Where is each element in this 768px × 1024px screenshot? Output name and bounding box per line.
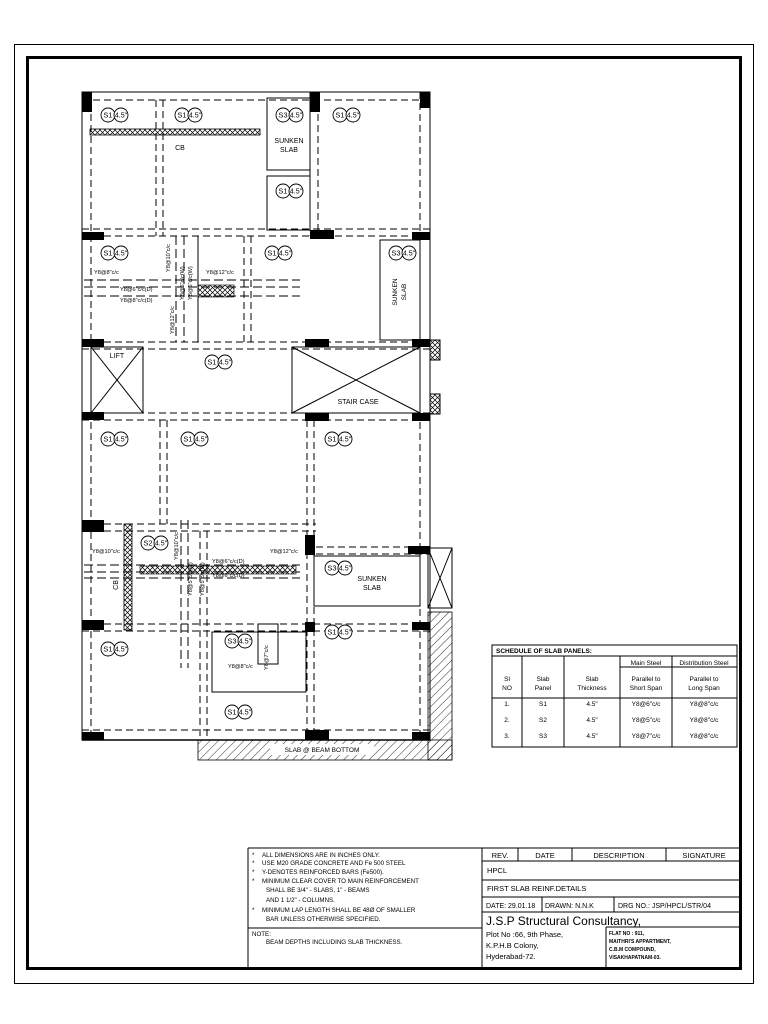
slab-panel-label: S1: [177, 110, 187, 120]
sunken-slab-side-label-2: SLAB: [401, 283, 408, 301]
note-line: AND 1 1/2" - COLUMNS.: [266, 897, 335, 904]
schedule-header-dist: Long Span: [688, 685, 720, 692]
sunken-slab-top-label: SUNKEN: [274, 138, 304, 145]
tb-site: C.B.M COMPOUND,: [609, 947, 656, 953]
schedule-cell: Y8@7"c/c: [631, 733, 661, 740]
schedule-cell: 4.5": [586, 733, 598, 740]
slab-panel-tag: [181, 432, 208, 446]
note-title: NOTE:: [252, 931, 271, 938]
slab-panel-tag: [101, 432, 128, 446]
rebar-label: Y8@6"c/c(W): [180, 266, 186, 300]
schedule-cell: S2: [539, 717, 547, 724]
slab-thickness-label: 4.5": [402, 250, 416, 258]
schedule-cell: Y8@6"c/c: [631, 701, 661, 708]
rebar-label: Y8@6"c/c(D): [212, 573, 245, 579]
slab-panel-label: S1: [103, 434, 113, 444]
note-line: SHALL BE 3/4" - SLABS, 1" - BEAMS: [266, 887, 370, 894]
sunken-slab-side-label: SUNKEN: [392, 278, 399, 306]
note-bullet: *: [252, 852, 255, 859]
staircase-label: STAIR CASE: [337, 399, 379, 406]
slab-beam-bottom-label: SLAB @ BEAM BOTTOM: [284, 747, 360, 754]
slab-panel-tag: [325, 432, 352, 446]
slab-panel-label: S3: [278, 110, 288, 120]
cantilever-beam-mid: [124, 524, 132, 630]
rebar-label: Y8@10"c/c: [174, 532, 180, 560]
slab-panel-label: S1: [267, 248, 277, 258]
slab-thickness-label: 4.5": [114, 250, 128, 258]
slab-panel-label: S1: [183, 434, 193, 444]
slab-thickness-label: 4.5": [194, 436, 208, 444]
tb-address: Plot No :66, 9th Phase,: [486, 930, 564, 939]
slab-panel-label: S1: [207, 357, 217, 367]
note-line: MINIMUM CLEAR COVER TO MAIN REINFORCEMENT: [262, 878, 419, 885]
schedule-header-thk: Slab: [585, 676, 599, 683]
schedule-cell: 4.5": [586, 717, 598, 724]
schedule-title: SCHEDULE OF SLAB PANELS:: [496, 648, 592, 655]
slab-panel-tag: [225, 634, 252, 648]
slab-panel-label: S3: [327, 563, 337, 573]
slab-panel-label: S3: [227, 636, 237, 646]
columns: [82, 92, 430, 740]
slab-thickness-label: 4.5": [289, 188, 303, 196]
cb-top-label: CB: [175, 145, 185, 152]
slab-panel-tag: [389, 246, 416, 260]
slab-panel-tag: [325, 561, 352, 575]
sunken-slab-mid-label-2: SLAB: [363, 585, 381, 592]
slab-panel-tag: [141, 536, 168, 550]
sunken-slab-top-label-2: SLAB: [280, 147, 298, 154]
tb-drawing-title: FIRST SLAB REINF.DETAILS: [487, 884, 587, 893]
tb-address: Hyderabad-72.: [486, 952, 536, 961]
rebar-label: Y8@7"c/c: [264, 645, 270, 670]
slab-thickness-label: 4.5": [238, 638, 252, 646]
schedule-cell: Y8@8"c/c: [689, 701, 719, 708]
rebar-label: Y8@6"c/c(D): [120, 287, 153, 293]
note-bullet: *: [252, 878, 255, 885]
note-bullet: *: [252, 907, 255, 914]
schedule-cell: S3: [539, 733, 547, 740]
slab-thickness-label: 4.5": [188, 112, 202, 120]
tb-description: DESCRIPTION: [593, 851, 645, 860]
slab-panel-label: S1: [103, 644, 113, 654]
rebar-label: Y8@5"c/c(W): [188, 562, 194, 596]
rebar-label: Y8@6"c/c(W): [188, 266, 194, 300]
slab-thickness-label: 4.5": [154, 540, 168, 548]
schedule-cell: Y8@8"c/c: [689, 717, 719, 724]
slab-panel-label: S3: [391, 248, 401, 258]
note-bullet: *: [252, 860, 255, 867]
rebar-label: Y8@8"c/c: [94, 270, 119, 276]
stair-edge-hatch: [430, 340, 440, 414]
note-line: BAR UNLESS OTHERWISE SPECIFIED.: [266, 916, 381, 923]
schedule-cell: 2.: [504, 717, 510, 724]
slab-panel-tag: [101, 642, 128, 656]
note-line: MINIMUM LAP LENGTH SHALL BE 48Ø OF SMALLER: [262, 907, 416, 914]
slab-panel-tag: [101, 108, 128, 122]
slab-thickness-label: 4.5": [346, 112, 360, 120]
slab-panel-label: S1: [327, 627, 337, 637]
slab-thickness-label: 4.5": [289, 112, 303, 120]
slab-panel-tag: [175, 108, 202, 122]
slab-panel-tag: [205, 355, 232, 369]
note-text: BEAM DEPTHS INCLUDING SLAB THICKNESS.: [266, 939, 403, 946]
slab-thickness-label: 4.5": [338, 629, 352, 637]
schedule-header-thk: Thickness: [577, 685, 607, 692]
note-line: Y-DENOTES REINFORCED BARS (Fe500).: [262, 869, 384, 876]
slab-thickness-label: 4.5": [114, 436, 128, 444]
tb-site: MAITHRI'S APPARTMENT,: [609, 939, 671, 945]
tb-date-value: DATE: 29.01.18: [486, 903, 536, 910]
slab-thickness-label: 4.5": [114, 646, 128, 654]
slab-thickness-label: 4.5": [238, 709, 252, 717]
schedule-header-panel: Slab: [536, 676, 550, 683]
slab-panel-tag: [265, 246, 292, 260]
tb-site: VISAKHAPATNAM-03.: [609, 955, 661, 961]
sunken-slab-bottom: [212, 624, 306, 692]
tb-date: DATE: [535, 851, 555, 860]
slab-panel-label: S1: [327, 434, 337, 444]
rebar-label: Y8@10"c/c: [92, 549, 120, 555]
slab-panel-label: S1: [227, 707, 237, 717]
slab-outline: [82, 92, 430, 740]
rebar-label: Y8@12"c/c: [206, 270, 234, 276]
schedule-header-panel: Panel: [534, 685, 552, 692]
rebar-label: Y8@12"c/c: [270, 549, 298, 555]
slab-thickness-label: 4.5": [218, 359, 232, 367]
lift-label: LIFT: [109, 353, 125, 360]
tb-drawn: DRAWN: N.N.K: [545, 903, 594, 910]
slab-panel-label: S1: [103, 248, 113, 258]
rebar-label: Y8@6"c/c(D): [212, 559, 245, 565]
beam-lines: [82, 92, 430, 740]
tb-signature: SIGNATURE: [682, 851, 726, 860]
schedule-cell: 4.5": [586, 701, 598, 708]
cantilever-beam-top: [90, 129, 260, 135]
schedule-header-sl: NO: [502, 685, 512, 692]
schedule-cell: S1: [539, 701, 547, 708]
slab-panel-tag: [225, 705, 252, 719]
rebar-overlap-top: [198, 285, 234, 297]
slab-panel-label: S1: [335, 110, 345, 120]
slab-thickness-label: 4.5": [338, 565, 352, 573]
tb-firm: J.S.P Structural Consultancy,: [486, 914, 641, 928]
rebar-label: Y8@12"c/c: [170, 306, 176, 334]
slab-panel-label: S2: [143, 538, 153, 548]
slab-thickness-label: 4.5": [278, 250, 292, 258]
schedule-header-main: Short Span: [629, 685, 663, 692]
sunken-slab-mid-label: SUNKEN: [357, 576, 387, 583]
schedule-header-main: Parallel to: [631, 676, 661, 683]
tb-drg-no: DRG NO.: JSP/HPCL/STR/04: [618, 903, 711, 910]
note-line: ALL DIMENSIONS ARE IN INCHES ONLY.: [262, 852, 380, 859]
schedule-header-dist: Parallel to: [689, 676, 719, 683]
tb-rev: REV.: [491, 851, 509, 860]
note-bullet: *: [252, 869, 255, 876]
slab-panel-tag: [325, 625, 352, 639]
tb-address: K.P.H.B Colony,: [486, 941, 539, 950]
schedule-cell: 1.: [504, 701, 510, 708]
schedule-group-dist: Distribution Steel: [679, 660, 729, 667]
slab-panel-tag: [276, 108, 303, 122]
slab-thickness-label: 4.5": [114, 112, 128, 120]
rebar-label: Y8@8"c/c(D): [120, 298, 153, 304]
cb-mid-label: CB: [113, 580, 120, 590]
rebar-label: Y8@8"c/c: [228, 664, 253, 670]
slab-panel-tag: [101, 246, 128, 260]
note-line: USE M20 GRADE CONCRETE AND Fe 500 STEEL: [262, 860, 406, 867]
schedule-group-main: Main Steel: [630, 660, 662, 667]
schedule-header-sl: Sl: [504, 676, 510, 683]
schedule-cell: Y8@8"c/c: [689, 733, 719, 740]
slab-panel-label: S1: [103, 110, 113, 120]
slab-panel-tag: [333, 108, 360, 122]
tb-client: HPCL: [487, 866, 508, 875]
rebar-label: Y8@10"c/c: [166, 244, 172, 272]
slab-panel-tag: [276, 184, 303, 198]
schedule-cell: Y8@5"c/c: [631, 717, 661, 724]
rebar-label: Y8@5"c/c(W): [200, 562, 206, 596]
schedule-cell: 3.: [504, 733, 510, 740]
tb-site: FLAT NO : 911,: [609, 931, 645, 937]
slab-panel-label: S1: [278, 186, 288, 196]
slab-thickness-label: 4.5": [338, 436, 352, 444]
